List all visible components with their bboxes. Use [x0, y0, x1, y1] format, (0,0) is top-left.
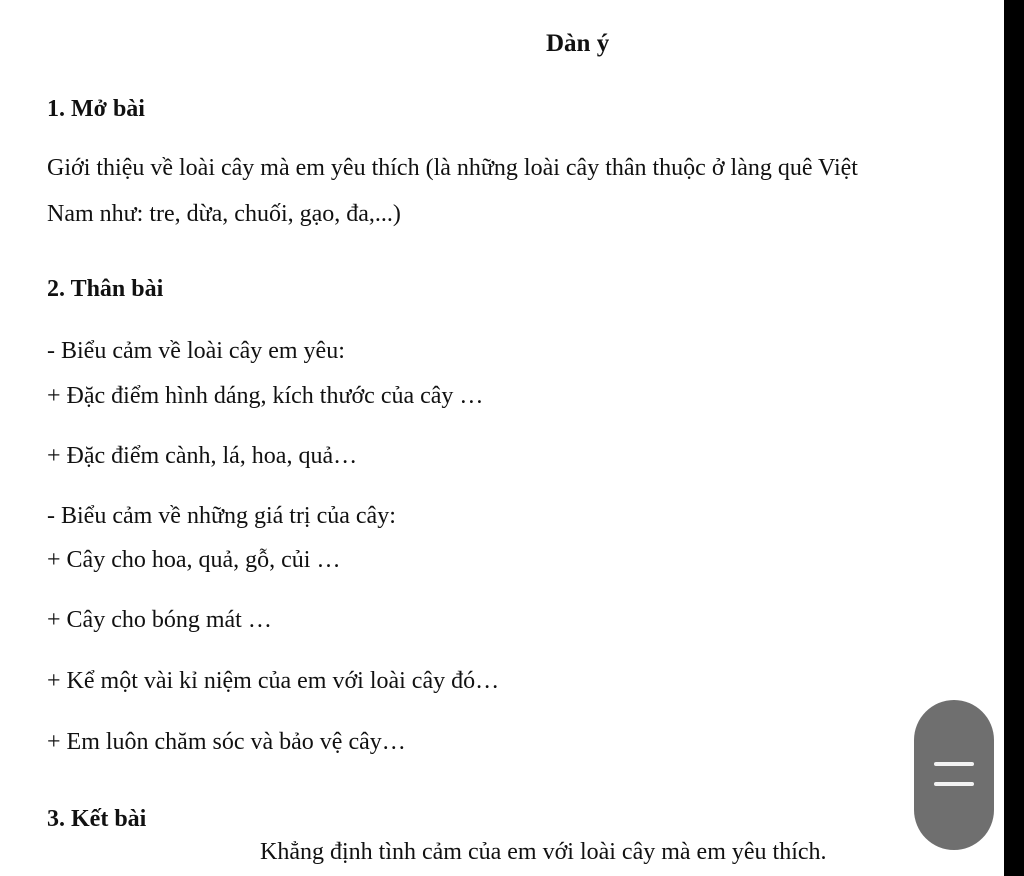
intro-line-1: Giới thiệu về loài cây mà em yêu thích (là những loài cây thân thuộc ở làng quê Việt [47, 155, 858, 181]
section-heading-conclusion: 3. Kết bài [47, 806, 147, 832]
body-line-8: + Em luôn chăm sóc và bảo vệ cây… [47, 729, 406, 755]
body-line-1: - Biểu cảm về loài cây em yêu: [47, 338, 345, 364]
section-heading-body: 2. Thân bài [47, 276, 164, 302]
scroll-handle[interactable] [914, 700, 994, 850]
screen-edge [1004, 0, 1024, 876]
body-line-5: + Cây cho hoa, quả, gỗ, củi … [47, 547, 341, 573]
document-title: Dàn ý [546, 30, 610, 57]
body-line-7: + Kể một vài kỉ niệm của em với loài cây đó… [47, 668, 500, 694]
section-heading-intro: 1. Mở bài [47, 96, 145, 122]
intro-line-2: Nam như: tre, dừa, chuối, gạo, đa,...) [47, 201, 401, 227]
body-line-3: + Đặc điểm cành, lá, hoa, quả… [47, 443, 358, 469]
body-line-6: + Cây cho bóng mát … [47, 607, 272, 633]
body-line-2: + Đặc điểm hình dáng, kích thước của cây … [47, 383, 484, 409]
conclusion-line-1: Khẳng định tình cảm của em với loài cây mà em yêu thích. [260, 839, 827, 865]
body-line-4: - Biểu cảm về những giá trị của cây: [47, 503, 396, 529]
